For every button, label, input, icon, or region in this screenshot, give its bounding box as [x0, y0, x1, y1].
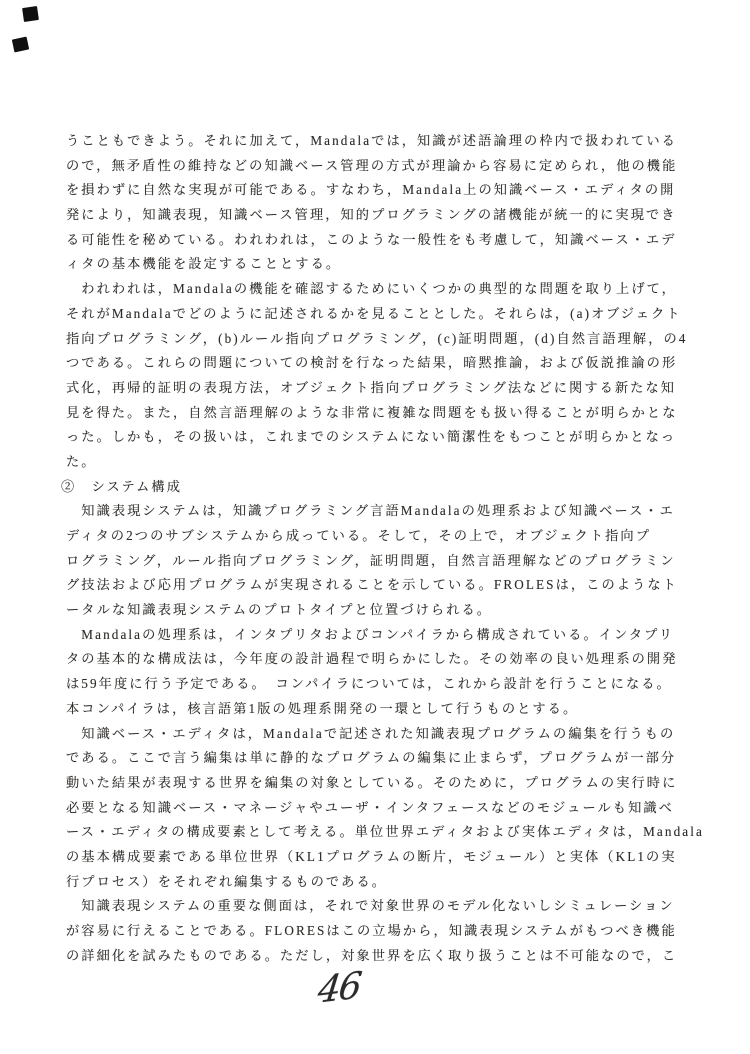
text-line: ので，無矛盾性の維持などの知識ベース管理の方式が理論から容易に定められ，他の機能	[66, 157, 678, 173]
text-line: 見を得た。また，自然言語理解のような非常に複雑な問題をも扱い得ることが明らかとな	[66, 404, 678, 420]
text-line: 知識ベース・エディタは，Mandalaで記述された知識表現プログラムの編集を行うもの	[66, 725, 676, 741]
text-line: る可能性を秘めている。われわれは，このような一般性をも考慮して，知識ベース・エデ	[66, 231, 677, 247]
text-line: た。	[66, 453, 97, 469]
text-line: 行プロセス）をそれぞれ編集するものである。	[66, 873, 388, 889]
text-line: 本コンパイラは，核言語第1版の処理系開発の一環として行うものとする。	[66, 700, 579, 716]
text-line: 式化，再帰的証明の表現方法，オブジェクト指向プログラミング法などに関する新たな知	[66, 379, 677, 395]
text-line: 知識表現システムの重要な側面は，それで対象世界のモデル化ないしシミュレーション	[66, 898, 675, 914]
text-line: つである。これらの問題についての検討を行なった結果，暗黙推論，および仮説推論の形	[66, 355, 678, 371]
text-line: 発により，知識表現，知識ベース管理，知的プログラミングの諸機能が統一的に実現でき	[66, 207, 677, 223]
text-line: 指向プログラミング，(b)ルール指向プログラミング，(c)証明問題，(d)自然言語理解，の4	[66, 330, 688, 346]
text-line: の基本構成要素である単位世界（KL1プログラムの断片，モジュール）と実体（KL1の実	[66, 848, 677, 864]
text-line: うこともできよう。それに加えて，Mandalaでは，知識が述語論理の枠内で扱われている	[66, 133, 677, 148]
scan-artifact-mark-bottom	[12, 37, 29, 53]
text-line: である。ここで言う編集は単に静的なプログラムの編集に止まらず，プログラムが一部分	[66, 750, 677, 766]
text-line: われわれは，Mandalaの機能を確認するためにいくつかの典型的な問題を取り上げて，	[66, 281, 677, 297]
text-line: は59年度に行う予定である。 コンパイラについては，これから設計を行うことになる。	[66, 676, 672, 692]
text-line: Mandalaの処理系は，インタプリタおよびコンパイラから構成されている。インタプリ	[66, 626, 675, 642]
text-line: グ技法および応用プログラムが実現されることを示している。FROLESは，このようなト	[66, 577, 678, 593]
text-line: それがMandalaでどのように記述されるかを見ることとした。それらは，(a)オブジェクト	[66, 305, 682, 321]
text-line: 動いた結果が表現する世界を編集の対象としている。そのために，プログラムの実行時に	[66, 774, 678, 790]
text-line: 知識表現システムは，知識プログラミング言語Mandalaの処理系および知識ベース・エ	[66, 503, 675, 519]
text-line: った。しかも，その扱いは，これまでのシステムにない簡潔性をもつことが明らかとなっ	[66, 429, 677, 445]
text-line: ース・エディタの構成要素として考える。単位世界エディタおよび実体エディタは，Mandala	[66, 824, 704, 840]
text-line: を損わずに自然な実現が可能である。すなわち，Mandala上の知識ベース・エディタの開	[66, 182, 676, 198]
text-line: 必要となる知識ベース・マネージャやユーザ・インタフェースなどのモジュールも知識ベ	[66, 799, 674, 815]
text-line: ータルな知識表現システムのプロトタイプと位置づけられる。	[66, 602, 493, 618]
handwritten-page-number: 46	[315, 964, 363, 1013]
scan-artifact-mark-top	[22, 6, 39, 22]
section-heading: ② システム構成	[61, 478, 182, 494]
body-text	[61, 129, 716, 968]
text-line: ディタの2つのサブシステムから成っている。そして，その上で，オブジェクト指向プ	[66, 528, 651, 543]
text-line: ィタの基本機能を設定することとする。	[66, 256, 342, 272]
text-line: タの基本的な構成法は，今年度の設計過程で明らかにした。その効率の良い処理系の開発	[66, 651, 678, 667]
text-line: の詳細化を試みたものである。ただし，対象世界を広く取り扱うことは不可能なので，こ	[66, 947, 678, 963]
text-line: が容易に行えることである。FLORESはこの立場から，知識表現システムがもつべき機能	[66, 923, 677, 938]
text-line: ログラミング，ルール指向プログラミング，証明問題，自然言語理解などのプログラミン	[66, 552, 676, 568]
